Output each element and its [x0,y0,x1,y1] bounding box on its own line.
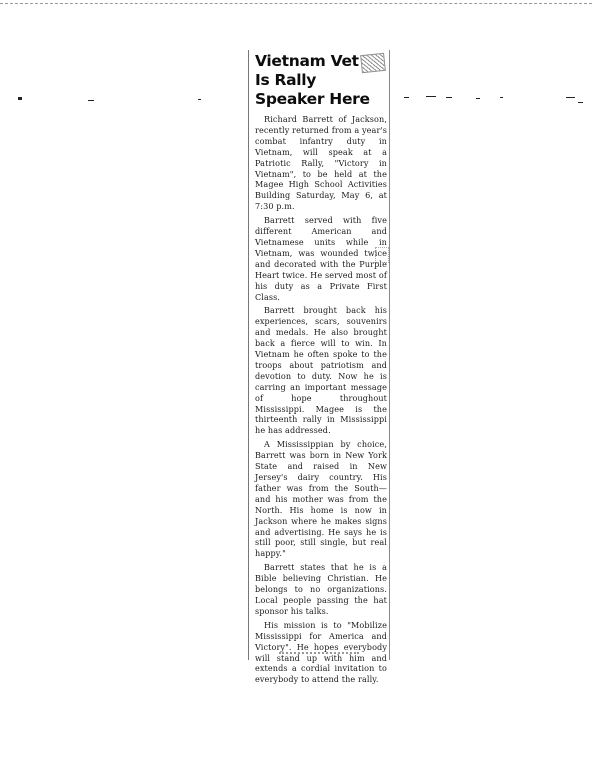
scan-speck [500,97,503,98]
scan-speck [476,98,480,99]
ink-stamp-mark [360,53,386,73]
scan-speck [578,102,583,103]
article-paragraph: A Mississippian by choice, Barrett was born in New York State and raised in New Jersey's dairy country. His father was from the South— and his mother was from the North. His home is now in Jackson where he makes signs and advertising. He says he is still poor, still single, but real happy." [255,439,387,559]
scan-speck [426,96,436,97]
scan-speck [88,100,94,101]
article-paragraph: Barrett served with five different American and Vietnamese units while in Vietnam, was wounded twice and decorated with the Purple Heart twice. He served most of his duty as a Private First Class. [255,215,387,302]
scan-speck [566,97,575,98]
article-body [255,114,387,688]
article-paragraph: His mission is to "Mobilize Mississippi for America and Victory". He hopes everybody will stand up with him and extends a cordial invitation to everybody to attend the rally. [255,619,387,685]
torn-edge-smudge [279,652,359,654]
article-paragraph: Barrett states that he is a Bible believing Christian. He belongs to no organizations. Local people passing the hat sponsor his talks. [255,562,387,616]
headline-line: Speaker Here [255,90,370,108]
newspaper-clipping [248,50,390,685]
headline-line: Vietnam Vet [255,52,359,70]
headline-line: Is Rally [255,71,317,89]
scan-speck [446,97,452,98]
scan-top-edge [0,3,592,4]
article-paragraph: Barrett brought back his experiences, scars, souvenirs and medals. He also brought back a fierce will to win. In Vietnam he often spoke to the troops about patriotism and devotion to duty. Now he is carring an important message of hope throughout Mississippi. Magee is the thirteenth rally in Mississippi he has addressed. [255,305,387,436]
article-paragraph: Richard Barrett of Jackson, recently returned from a year's combat infantry duty in Vietnam, will speak at a Patriotic Rally, "Victory in Vietnam", to be held at the Magee High School Activities Building Saturday, May 6, at 7:30 p.m. [255,114,387,212]
scan-speck [404,97,409,98]
scan-speck [18,97,22,100]
scan-speck [198,99,201,100]
ink-blot-mark [375,247,389,263]
